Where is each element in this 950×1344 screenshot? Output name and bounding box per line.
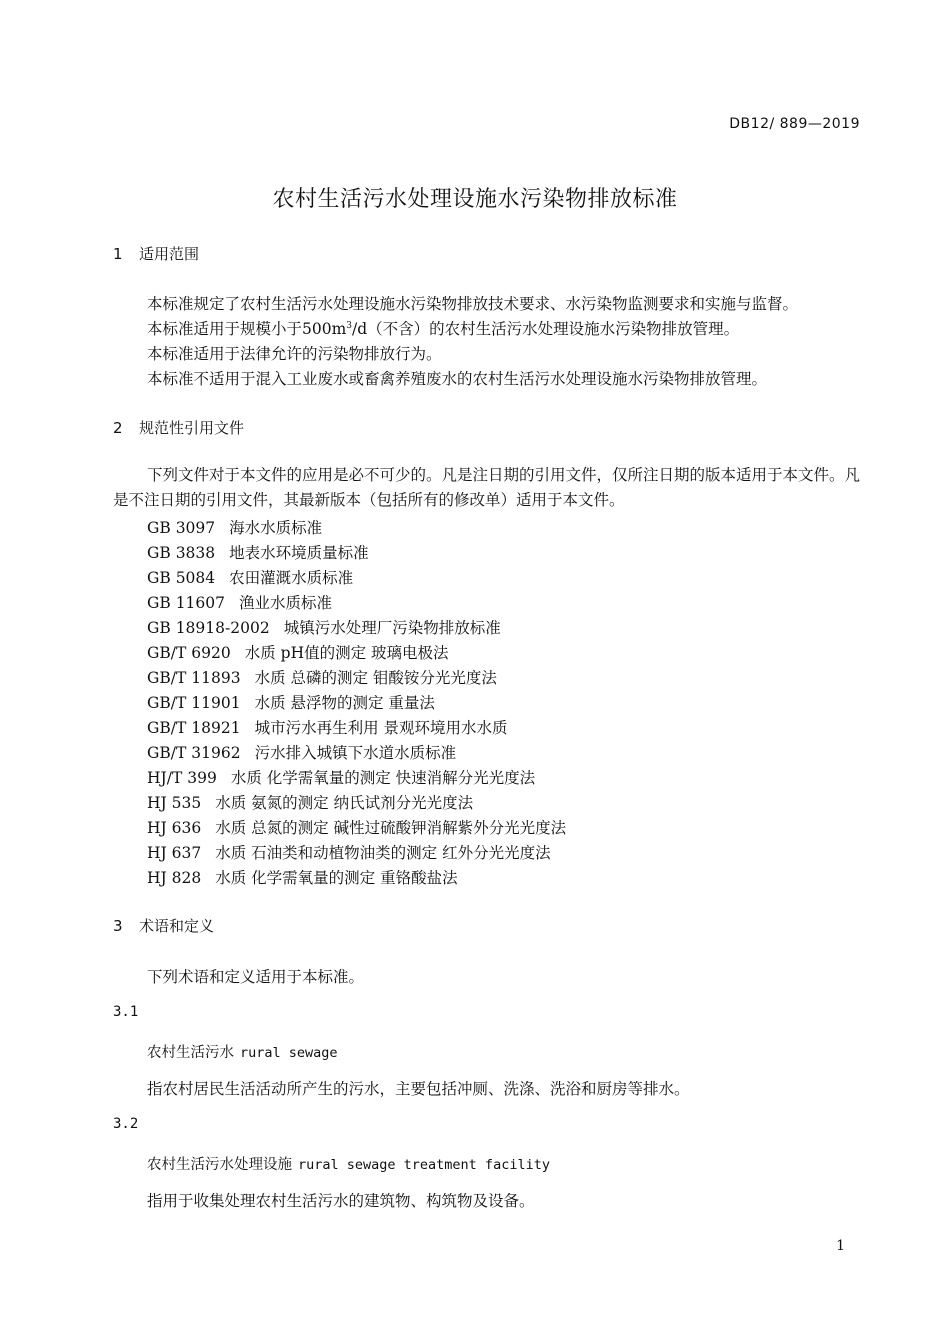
reference-item: [147, 616, 501, 638]
reference-code: GB 11607: [147, 594, 226, 612]
reference-item: [147, 541, 369, 563]
reference-code: GB/T 18921: [147, 719, 241, 737]
section-title: 规范性引用文件: [139, 419, 245, 437]
reference-title: 城市污水再生利用 景观环境用水水质: [254, 719, 508, 737]
section-number: 3: [113, 917, 123, 935]
term-heading: [147, 1153, 550, 1174]
reference-title: 水质 pH值的测定 玻璃电极法: [244, 644, 449, 662]
reference-item: [147, 641, 449, 663]
reference-title: 水质 化学需氧量的测定 重铬酸盐法: [215, 869, 458, 887]
reference-code: GB/T 31962: [147, 744, 241, 762]
reference-code: GB/T 11893: [147, 669, 241, 687]
section-number: 2: [113, 419, 123, 437]
term-heading: [147, 1041, 338, 1062]
reference-title: 水质 氨氮的测定 纳氏试剂分光光度法: [215, 794, 474, 812]
reference-title: 城镇污水处理厂污染物排放标准: [283, 619, 501, 637]
reference-item: [147, 816, 566, 838]
reference-item: [147, 691, 435, 713]
reference-title: 水质 悬浮物的测定 重量法: [254, 694, 435, 712]
term-english: rural sewage: [240, 1045, 338, 1061]
reference-item: [147, 516, 322, 538]
reference-code: HJ 828: [147, 869, 202, 887]
reference-code: HJ/T 399: [147, 769, 217, 787]
reference-code: HJ 535: [147, 794, 202, 812]
reference-item: [147, 841, 551, 863]
term-english: rural sewage treatment facility: [298, 1157, 550, 1173]
reference-title: 水质 石油类和动植物油类的测定 红外分光光度法: [215, 844, 551, 862]
term-chinese: 农村生活污水: [147, 1045, 234, 1061]
term-chinese: 农村生活污水处理设施: [147, 1157, 292, 1173]
term-number: 3.1: [113, 1004, 139, 1020]
reference-code: HJ 636: [147, 819, 202, 837]
section-title: 术语和定义: [139, 917, 215, 935]
reference-code: GB 5084: [147, 569, 216, 587]
reference-title: 水质 总磷的测定 钼酸铵分光光度法: [254, 669, 497, 687]
reference-item: [147, 591, 332, 613]
reference-item: [147, 791, 473, 813]
section-title: 适用范围: [139, 245, 200, 263]
reference-item: [147, 566, 353, 588]
section-3-heading: [113, 915, 214, 936]
reference-title: 水质 总氮的测定 碱性过硫酸钾消解紫外分光光度法: [215, 819, 567, 837]
reference-code: GB/T 11901: [147, 694, 241, 712]
section-2-heading: [113, 417, 244, 438]
paragraph-text: 本标准适用于规模小于500m: [147, 320, 347, 338]
section-3-intro: 下列术语和定义适用于本标准。: [147, 968, 365, 986]
reference-title: 水质 化学需氧量的测定 快速消解分光光度法: [230, 769, 536, 787]
reference-code: GB 18918-2002: [147, 619, 270, 637]
reference-title: 渔业水质标准: [239, 594, 333, 612]
reference-item: [147, 716, 508, 738]
section-1-paragraph-2: [147, 317, 739, 339]
reference-item: [147, 741, 456, 763]
page-title: 农村生活污水处理设施水污染物排放标准: [272, 187, 678, 212]
reference-title: 农田灌溉水质标准: [229, 569, 354, 587]
superscript: 3: [346, 320, 353, 331]
section-2-intro: 下列文件对于本文件的应用是必不可少的。凡是注日期的引用文件，仅所注日期的版本适用于本文件。凡是不注日期的引用文件，其最新版本（包括所有的修改单）适用于本文件。: [113, 466, 861, 509]
section-1-paragraph-4: 本标准不适用于混入工业废水或畜禽养殖废水的农村生活污水处理设施水污染物排放管理。: [147, 370, 768, 388]
reference-code: HJ 637: [147, 844, 202, 862]
paragraph-text: /d（不含）的农村生活污水处理设施水污染物排放管理。: [352, 320, 740, 338]
reference-item: [147, 766, 535, 788]
term-definition: 指用于收集处理农村生活污水的建筑物、构筑物及设备。: [147, 1192, 535, 1210]
section-1-paragraph-3: 本标准适用于法律允许的污染物排放行为。: [147, 345, 442, 363]
section-1-heading: [113, 243, 199, 264]
reference-item: [147, 666, 497, 688]
reference-item: [147, 866, 458, 888]
reference-code: GB/T 6920: [147, 644, 231, 662]
reference-title: 海水水质标准: [229, 519, 323, 537]
document-code: DB12/ 889—2019: [729, 116, 860, 132]
reference-code: GB 3097: [147, 519, 216, 537]
section-1-paragraph-1: 本标准规定了农村生活污水处理设施水污染物排放技术要求、水污染物监测要求和实施与监督。: [147, 295, 799, 313]
section-number: 1: [113, 245, 123, 263]
term-number: 3.2: [113, 1116, 139, 1132]
page-number: 1: [836, 1238, 845, 1254]
reference-code: GB 3838: [147, 544, 216, 562]
reference-title: 地表水环境质量标准: [229, 544, 369, 562]
reference-title: 污水排入城镇下水道水质标准: [254, 744, 457, 762]
term-definition: 指农村居民生活活动所产生的污水，主要包括冲厕、洗涤、洗浴和厨房等排水。: [147, 1080, 690, 1098]
